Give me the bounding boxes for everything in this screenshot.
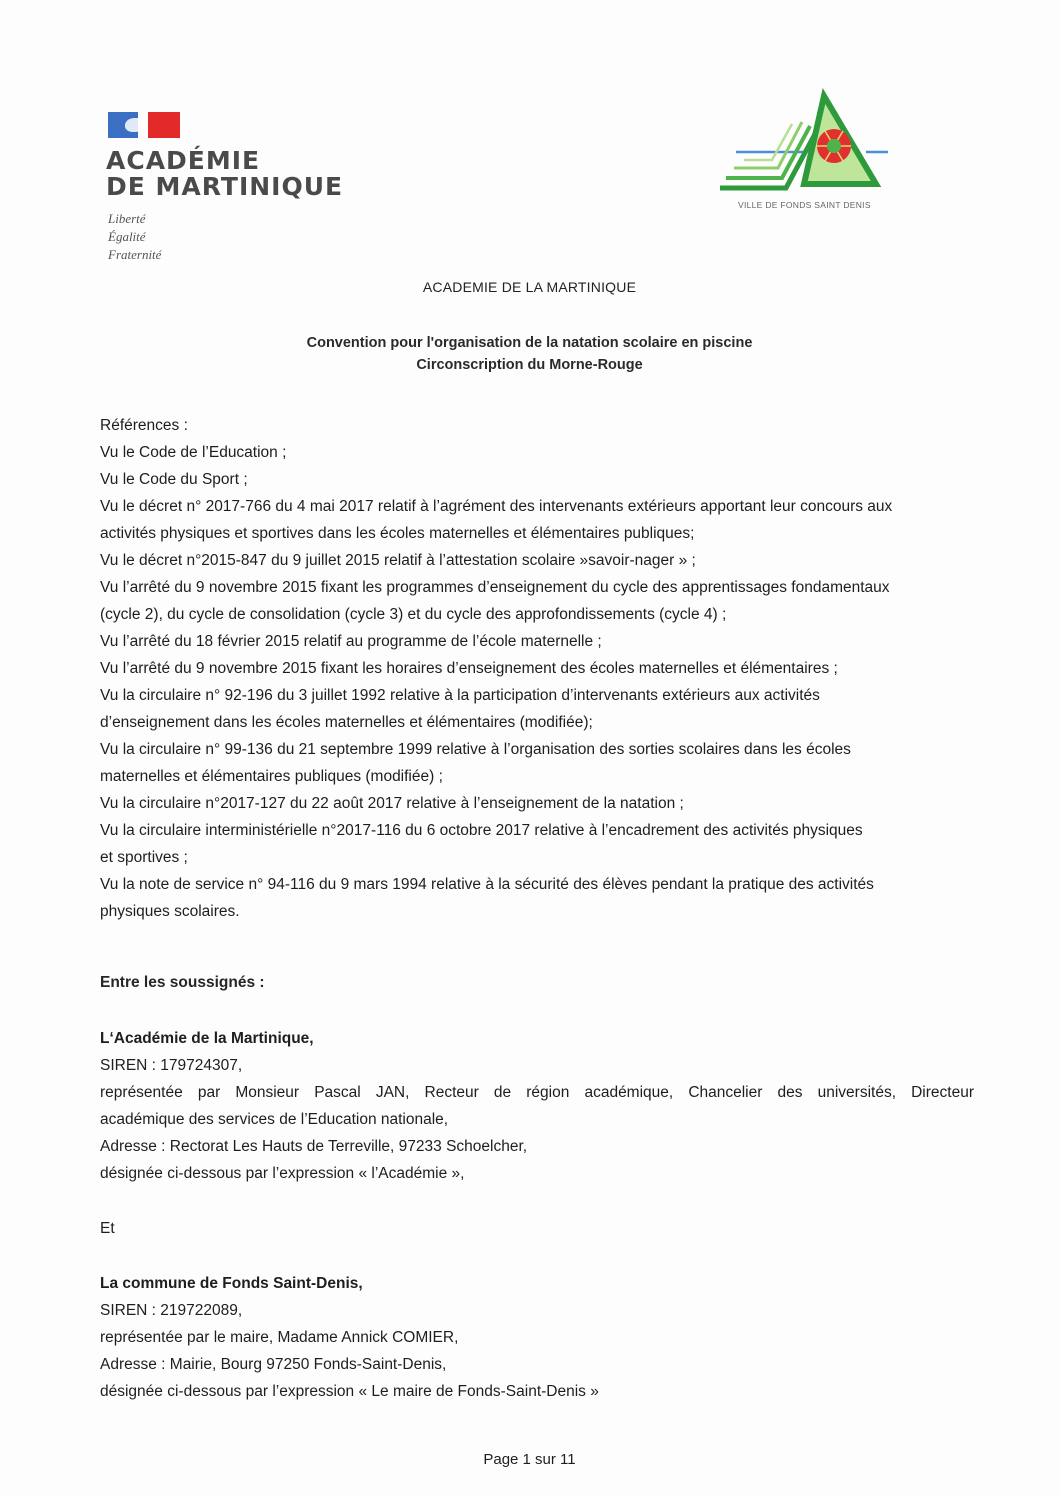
convention-title-line2: Circonscription du Morne-Rouge <box>416 357 643 373</box>
party-academie-siren: SIREN : 179724307, <box>100 1057 243 1074</box>
references-label: Références : <box>100 417 188 434</box>
party-commune-address: Adresse : Mairie, Bourg 97250 Fonds-Saint-Denis, <box>100 1356 447 1373</box>
reference-line: Vu l’arrêté du 18 février 2015 relatif au programme de l’école maternelle ; <box>100 633 602 650</box>
reference-line: d’enseignement dans les écoles maternelles et élémentaires (modifiée); <box>100 714 593 731</box>
party-academie-name: L‘Académie de la Martinique, <box>100 1030 314 1047</box>
reference-line: Vu le Code de l’Education ; <box>100 444 287 461</box>
ville-fonds-saint-denis-logo <box>716 88 916 218</box>
reference-line: Vu le décret n° 2017-766 du 4 mai 2017 relatif à l’agrément des intervenants extérieurs apportant leur concours aux <box>100 498 893 515</box>
reference-line: Vu l’arrêté du 9 novembre 2015 fixant les horaires d’enseignement des écoles maternelles et élémentaires ; <box>100 660 838 677</box>
party-academie-address: Adresse : Rectorat Les Hauts de Terreville, 97233 Schoelcher, <box>100 1138 528 1155</box>
academie-logo-title <box>106 148 343 200</box>
reference-line: Vu la circulaire n° 99-136 du 21 septembre 1999 relative à l’organisation des sorties scolaires dans les écoles <box>100 741 851 758</box>
convention-title-line1: Convention pour l'organisation de la natation scolaire en piscine <box>306 335 753 351</box>
motto-egalite: Égalité <box>108 229 146 244</box>
reference-line: maternelles et élémentaires publiques (modifiée) ; <box>100 768 443 785</box>
party-academie <box>100 1025 974 1187</box>
reference-line: et sportives ; <box>100 849 188 866</box>
party-commune-designation: désignée ci-dessous par l’expression « Le maire de Fonds-Saint-Denis » <box>100 1383 599 1400</box>
party-academie-designation: désignée ci-dessous par l’expression « l’Académie », <box>100 1165 465 1182</box>
reference-line: activités physiques et sportives dans les écoles maternelles et élémentaires publiques; <box>100 525 695 542</box>
reference-line: Vu la circulaire n° 92-196 du 3 juillet 1992 relative à la participation d’intervenants extérieurs aux activités <box>100 687 820 704</box>
academie-logo-line1: ACADÉMIE <box>106 146 261 175</box>
republic-motto <box>108 210 161 264</box>
party-academie-representative: représentée par Monsieur Pascal JAN, Recteur de région académique, Chancelier des universités, Directeur <box>100 1084 974 1101</box>
motto-fraternite: Fraternité <box>108 247 162 262</box>
reference-line: Vu le Code du Sport ; <box>100 471 248 488</box>
mountain-flower-emblem-icon <box>716 88 916 198</box>
reference-line: Vu la note de service n° 94-116 du 9 mars 1994 relative à la sécurité des élèves pendant la pratique des activités <box>100 876 874 893</box>
references-section <box>100 412 980 925</box>
reference-line: physiques scolaires. <box>100 903 240 920</box>
ville-logo-caption: VILLE DE FONDS SAINT DENIS <box>738 200 871 210</box>
reference-line: Vu l’arrêté du 9 novembre 2015 fixant les programmes d’enseignement du cycle des apprentissages fondamentaux <box>100 579 890 596</box>
party-commune-siren: SIREN : 219722089, <box>100 1302 243 1319</box>
institution-heading: ACADEMIE DE LA MARTINIQUE <box>422 279 637 295</box>
academie-logo-line2: DE MARTINIQUE <box>106 172 344 201</box>
convention-title <box>0 332 1059 376</box>
reference-line: Vu la circulaire n°2017-127 du 22 août 2017 relative à l’enseignement de la natation ; <box>100 795 684 812</box>
party-commune-name: La commune de Fonds Saint-Denis, <box>100 1275 363 1292</box>
party-commune <box>100 1270 974 1405</box>
party-academie-representative-cont: académique des services de l’Education nationale, <box>100 1111 449 1128</box>
parties-intro: Entre les soussignés : <box>100 974 265 991</box>
marianne-flag-icon <box>108 112 182 140</box>
page-number: Page 1 sur 11 <box>483 1451 576 1468</box>
parties-conjunction: Et <box>100 1220 115 1237</box>
motto-liberte: Liberté <box>108 211 146 226</box>
party-commune-representative: représentée par le maire, Madame Annick COMIER, <box>100 1329 459 1346</box>
reference-line: Vu la circulaire interministérielle n°2017-116 du 6 octobre 2017 relative à l’encadrement des activités physiques <box>100 822 863 839</box>
reference-line: Vu le décret n°2015-847 du 9 juillet 2015 relatif à l’attestation scolaire »savoir-nager » ; <box>100 552 696 569</box>
academie-logo <box>106 108 346 268</box>
reference-line: (cycle 2), du cycle de consolidation (cycle 3) et du cycle des approfondissements (cycle 4) ; <box>100 606 727 623</box>
